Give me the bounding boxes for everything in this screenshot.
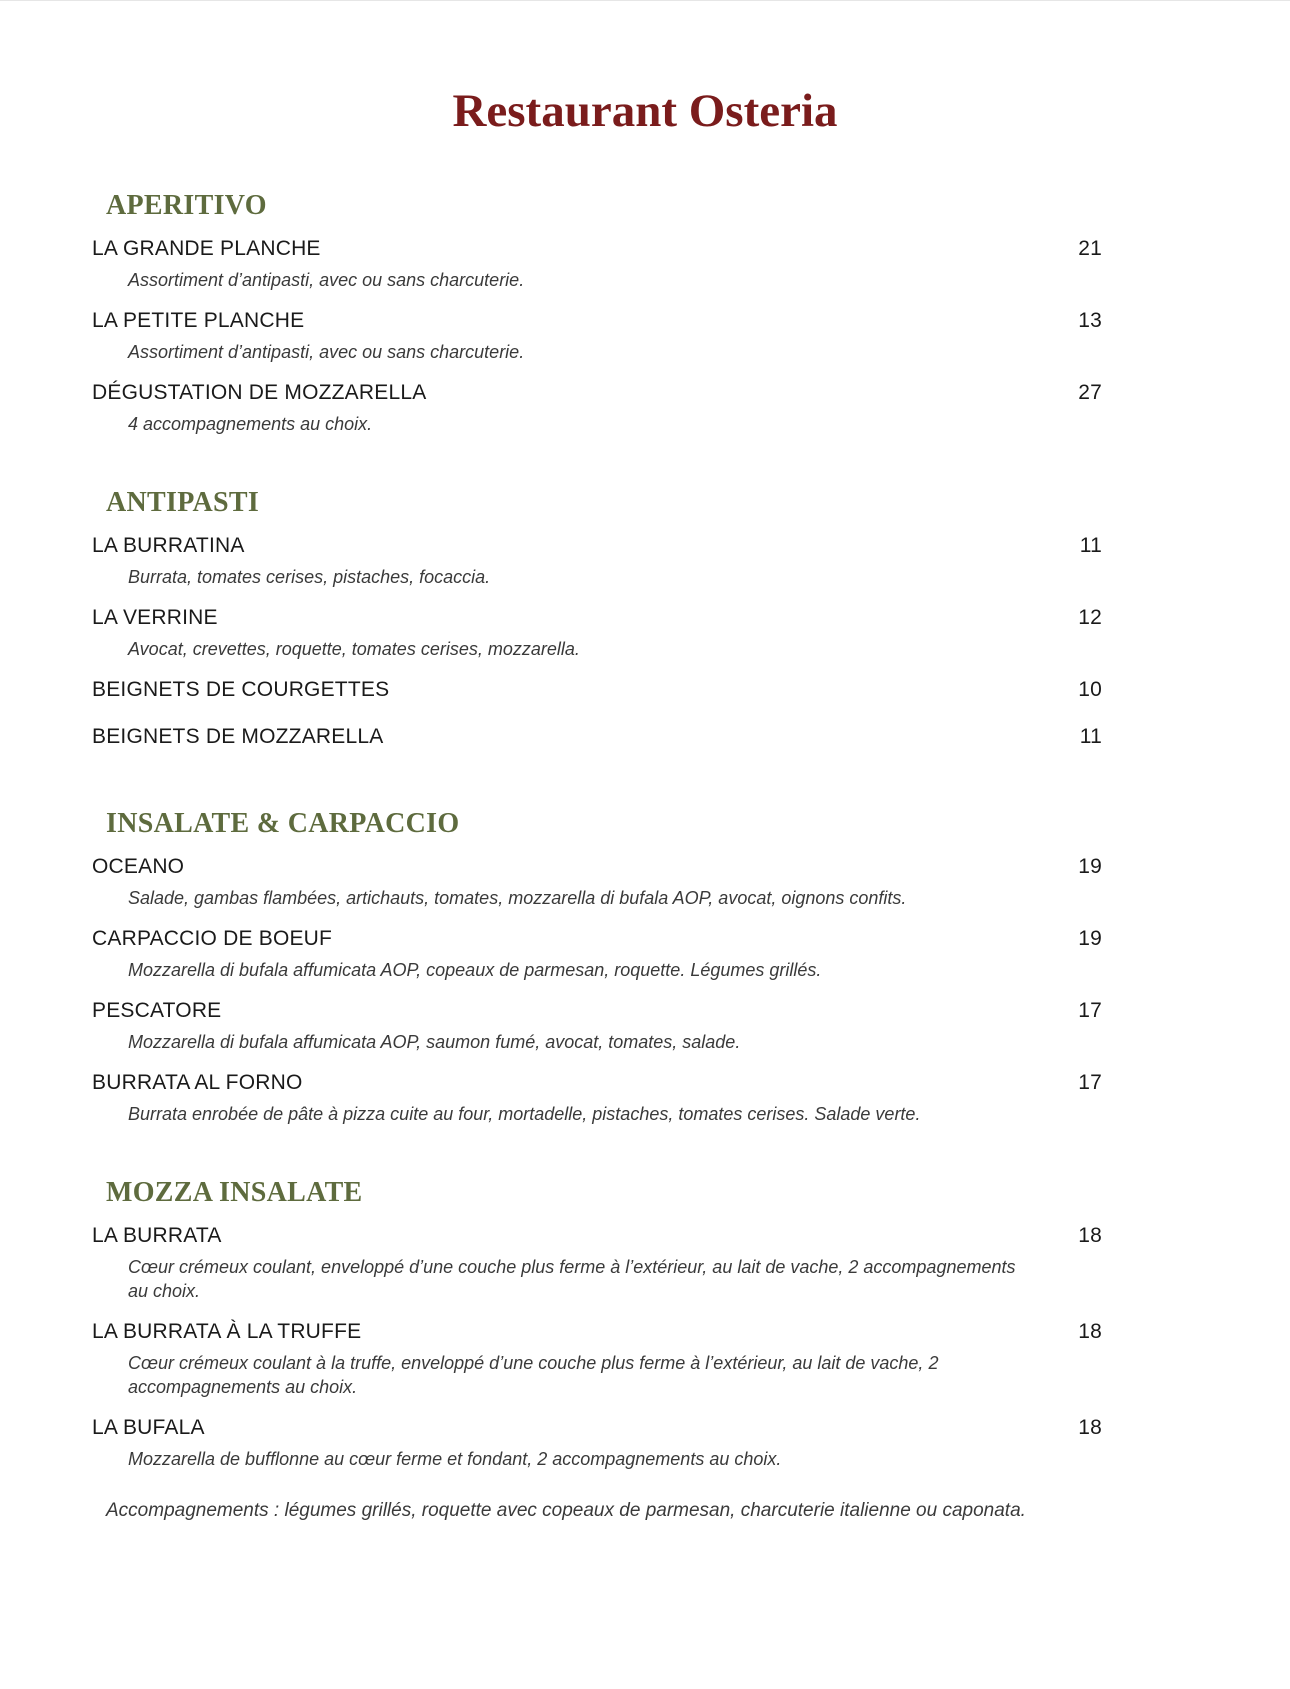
item-price: 18	[1078, 1416, 1102, 1439]
item-price: 19	[1078, 927, 1102, 950]
item-description: Cœur crémeux coulant à la truffe, enveloppé d’une couche plus ferme à l’extérieur, au lait de vache, 2 accompagnements au choix.	[128, 1353, 939, 1397]
menu-item	[92, 236, 1102, 292]
section-title: MOZZA INSALATE	[106, 1177, 363, 1208]
item-description: 4 accompagnements au choix.	[128, 414, 373, 434]
item-name: LA GRANDE PLANCHE	[92, 237, 321, 260]
section-insalate-carpaccio	[92, 807, 1102, 1142]
item-name: BEIGNETS DE MOZZARELLA	[92, 725, 384, 748]
menu-item	[92, 998, 1102, 1054]
section-title: INSALATE & CARPACCIO	[106, 808, 460, 839]
item-name: LA PETITE PLANCHE	[92, 309, 305, 332]
menu-item	[92, 1415, 1102, 1471]
item-price: 21	[1078, 237, 1102, 260]
item-name: BEIGNETS DE COURGETTES	[92, 678, 390, 701]
section-title: APERITIVO	[106, 190, 267, 221]
menu-item	[92, 724, 1102, 750]
item-price: 11	[1079, 725, 1102, 748]
item-price: 18	[1078, 1320, 1102, 1343]
item-description: Salade, gambas flambées, artichauts, tomates, mozzarella di bufala AOP, avocat, oignons confits.	[128, 888, 907, 908]
item-name: OCEANO	[92, 855, 185, 878]
item-name: LA BURRATA	[92, 1224, 222, 1247]
item-name: LA VERRINE	[92, 606, 218, 629]
section-aperitivo	[92, 189, 1102, 452]
item-description: Mozzarella di bufala affumicata AOP, copeaux de parmesan, roquette. Légumes grillés.	[128, 960, 822, 980]
restaurant-title: Restaurant Osteria	[452, 85, 838, 137]
item-description: Assortiment d’antipasti, avec ou sans charcuterie.	[128, 342, 525, 362]
menu-item	[92, 854, 1102, 910]
menu-item	[92, 677, 1102, 703]
item-price: 18	[1078, 1224, 1102, 1247]
item-name: LA BURRATINA	[92, 534, 245, 557]
section-mozza-insalate	[92, 1176, 1102, 1487]
item-name: CARPACCIO DE BOEUF	[92, 927, 333, 950]
item-description: Avocat, crevettes, roquette, tomates cerises, mozzarella.	[128, 639, 580, 659]
item-description: Assortiment d’antipasti, avec ou sans charcuterie.	[128, 270, 525, 290]
item-name: BURRATA AL FORNO	[92, 1071, 303, 1094]
item-price: 11	[1079, 534, 1102, 557]
section-antipasti	[92, 486, 1102, 766]
section-title: ANTIPASTI	[106, 487, 260, 518]
accompaniments-footnote: Accompagnements : légumes grillés, roquette avec copeaux de parmesan, charcuterie italienne ou caponata.	[106, 1500, 1026, 1521]
item-description: Burrata enrobée de pâte à pizza cuite au four, mortadelle, pistaches, tomates cerises. Salade verte.	[128, 1104, 921, 1124]
item-description: Cœur crémeux coulant, enveloppé d’une couche plus ferme à l’extérieur, au lait de vache, 2 accompagnements au choix.	[128, 1257, 1016, 1301]
item-name: DÉGUSTATION DE MOZZARELLA	[92, 381, 427, 404]
menu-item	[92, 926, 1102, 982]
item-name: LA BURRATA À LA TRUFFE	[92, 1320, 362, 1343]
item-name: LA BUFALA	[92, 1416, 205, 1439]
menu-item	[92, 1223, 1102, 1303]
item-price: 12	[1078, 606, 1102, 629]
item-description: Mozzarella di bufala affumicata AOP, saumon fumé, avocat, tomates, salade.	[128, 1032, 741, 1052]
item-name: PESCATORE	[92, 999, 222, 1022]
item-price: 13	[1078, 309, 1102, 332]
item-price: 19	[1078, 855, 1102, 878]
item-description: Burrata, tomates cerises, pistaches, focaccia.	[128, 567, 491, 587]
item-price: 10	[1078, 678, 1102, 701]
menu-item	[92, 380, 1102, 436]
item-price: 17	[1078, 999, 1102, 1022]
menu-item	[92, 1319, 1102, 1399]
menu-item	[92, 533, 1102, 589]
item-price: 17	[1078, 1071, 1102, 1094]
menu-item	[92, 605, 1102, 661]
item-price: 27	[1078, 381, 1102, 404]
item-description: Mozzarella de bufflonne au cœur ferme et fondant, 2 accompagnements au choix.	[128, 1449, 782, 1469]
menu-item	[92, 308, 1102, 364]
menu-item	[92, 1070, 1102, 1126]
